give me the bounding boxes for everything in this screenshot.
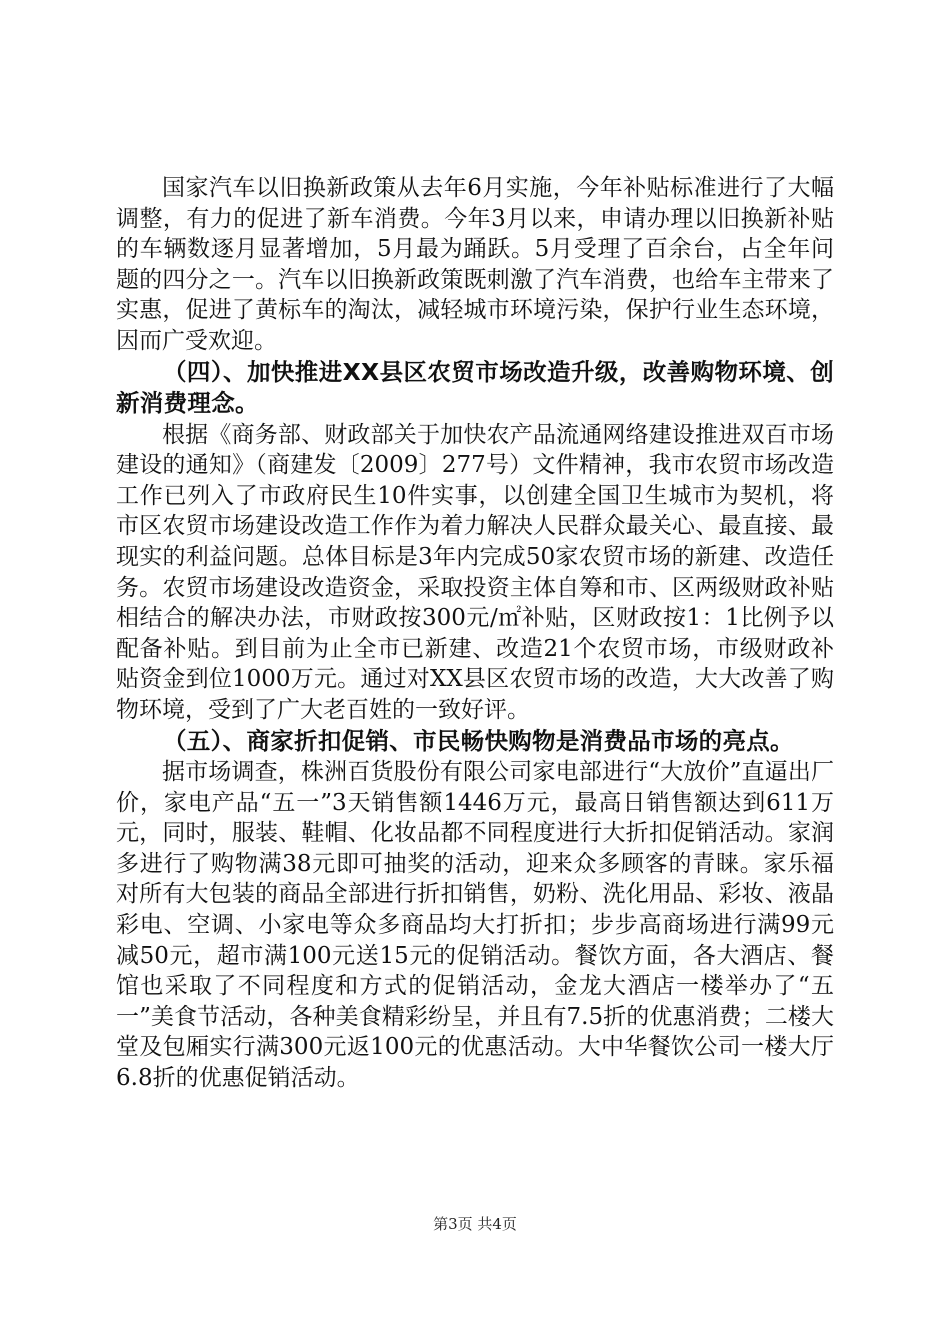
section-heading-5: （五）、商家折扣促销、市民畅快购物是消费品市场的亮点。: [163, 726, 794, 755]
section-heading-4: （四）、加快推进XX县区农贸市场改造升级，改善购物环境、创新消费理念。: [116, 357, 834, 418]
paragraph-car-trade-in: 国家汽车以旧换新政策从去年6月实施，今年补贴标准进行了大幅调整，有力的促进了新车消费。今年3月以来，申请办理以旧换新补贴的车辆数逐月显著增加，5月最为踊跃。5月受理了百余台，占全年问题的四分之一。汽车以旧换新政策既刺激了汽车消费，也给车主带来了实惠，促进了黄标车的淘汰，减轻城市环境污染，保护行业生态环境，因而广受欢迎。: [116, 175, 834, 354]
paragraph-farmers-market: 根据《商务部、财政部关于加快农产品流通网络建设推进双百市场建设的通知》（商建发〔2009〕277号）文件精神，我市农贸市场改造工作已列入了市政府民生10件实事，以创建全国卫生城市为契机，将市区农贸市场建设改造工作作为着力解决人民群众最关心、最直接、最现实的利益问题。总体目标是3年内完成50家农贸市场的新建、改造任务。农贸市场建设改造资金，采取投资主体自筹和市、区两级财政补贴相结合的解决办法，市财政按300元/㎡补贴，区财政按1：1比例予以配备补贴。到目前为止全市已新建、改造21个农贸市场，市级财政补贴资金到位1000万元。通过对XX县区农贸市场的改造，大大改善了购物环境，受到了广大老百姓的一致好评。: [116, 421, 834, 723]
document-body: [116, 173, 834, 1094]
page-footer: 第3页 共4页: [433, 1215, 517, 1233]
paragraph-promotions: 据市场调查，株洲百货股份有限公司家电部进行“大放价”直逼出厂价，家电产品“五一”3天销售额1446万元，最高日销售额达到611万元，同时，服装、鞋帽、化妆品都不同程度进行大折扣促销活动。家润多进行了购物满38元即可抽奖的活动，迎来众多顾客的青睐。家乐福对所有大包装的商品全部进行折扣销售，奶粉、洗化用品、彩妆、液晶彩电、空调、小家电等众多商品均大打折扣；步步高商场进行满99元减50元，超市满100元送15元的促销活动。餐饮方面，各大酒店、餐馆也采取了不同程度和方式的促销活动，金龙大酒店一楼举办了“五一”美食节活动，各种美食精彩纷呈，并且有7.5折的优惠消费；二楼大堂及包厢实行满300元返100元的优惠活动。大中华餐饮公司一楼大厅6.8折的优惠促销活动。: [116, 759, 834, 1091]
